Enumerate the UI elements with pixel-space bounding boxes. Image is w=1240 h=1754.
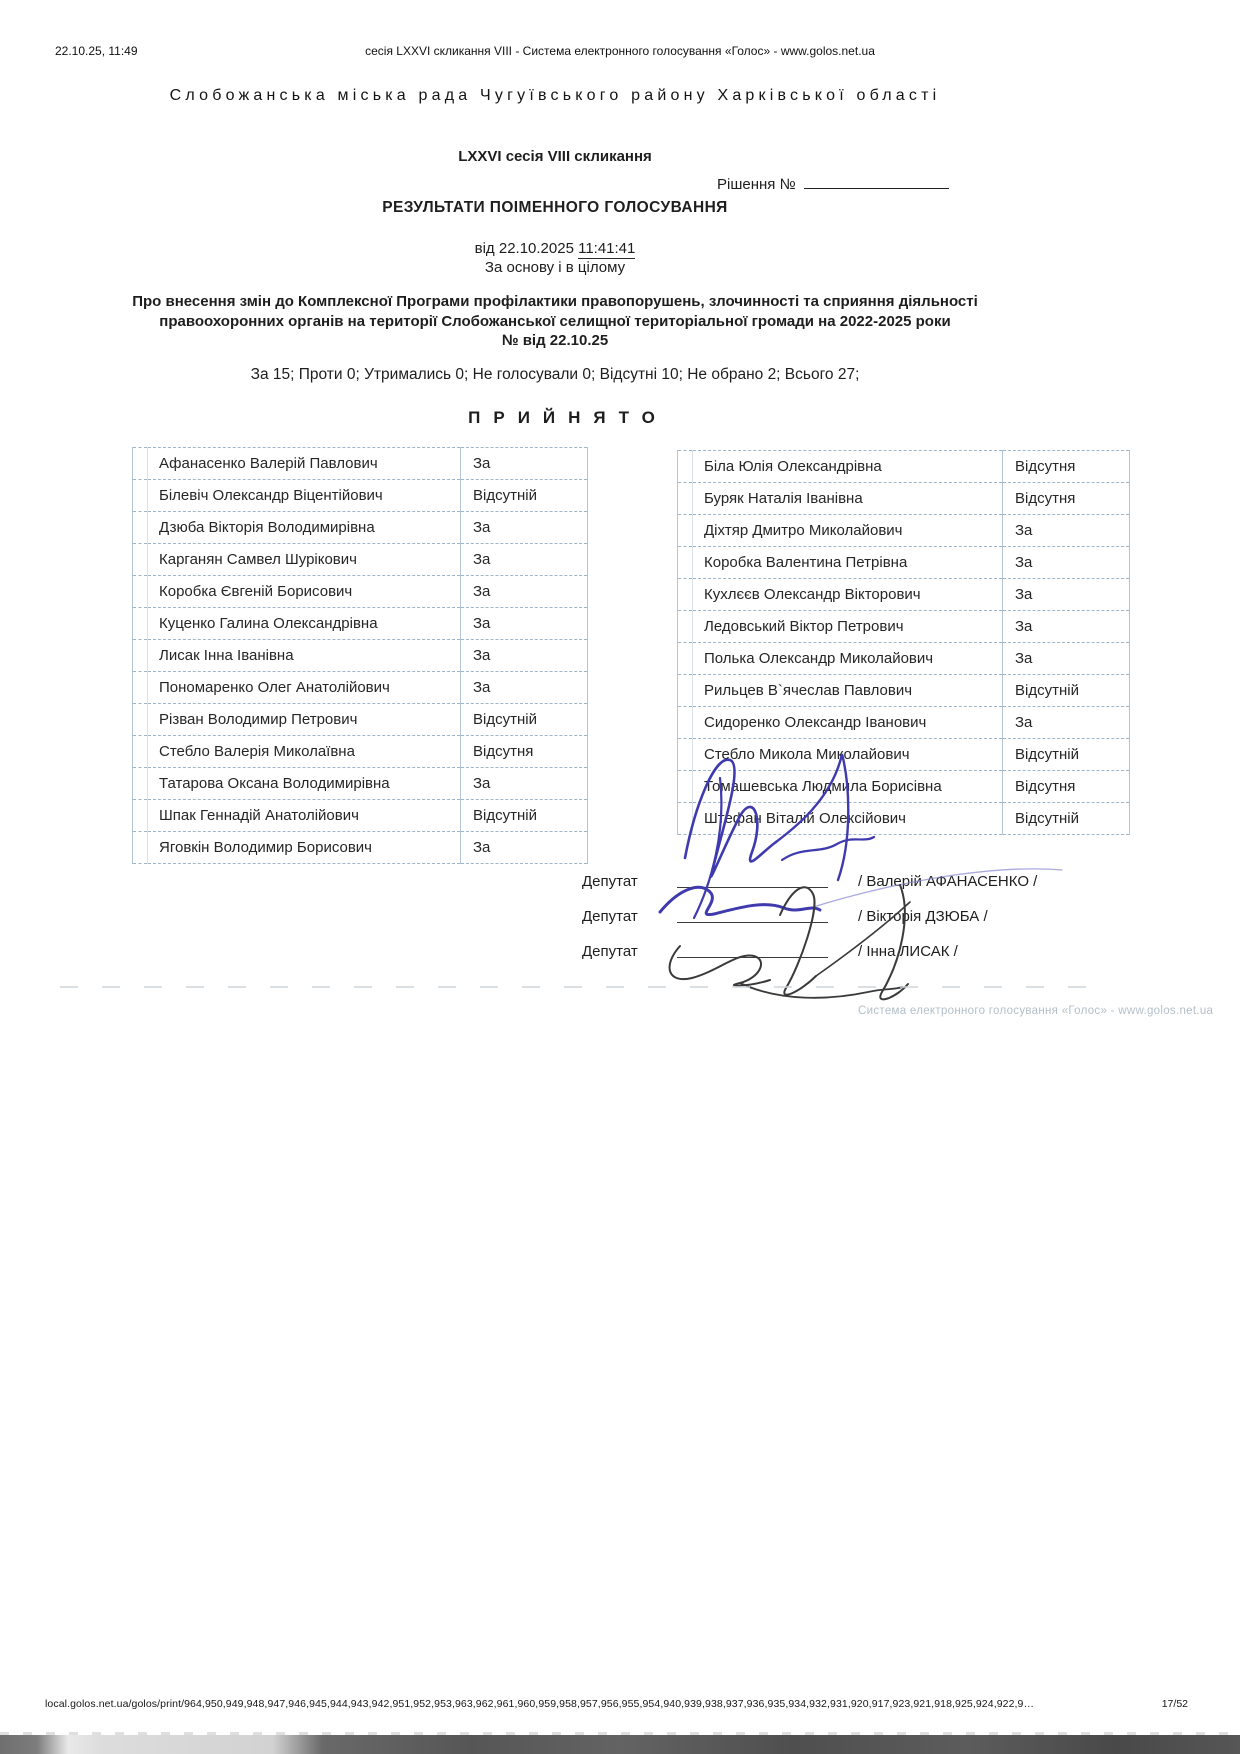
vote-value-cell: За [1003, 547, 1130, 579]
table-row [678, 579, 1130, 611]
decision-number-line [717, 174, 949, 193]
row-gutter-cell [133, 608, 148, 640]
deputy-name-cell: Біла Юлія Олександрівна [693, 451, 1003, 483]
table-row [133, 608, 588, 640]
row-gutter-cell [133, 832, 148, 864]
vote-value-cell: За [461, 576, 588, 608]
session-title: LXXVI сесія VIII скликання [458, 148, 652, 165]
row-gutter-cell [133, 640, 148, 672]
table-row [133, 448, 588, 480]
decision-blank-underline [804, 174, 949, 189]
row-gutter-cell [678, 803, 693, 835]
print-timestamp: 22.10.25, 11:49 [55, 44, 138, 58]
table-row [133, 576, 588, 608]
row-gutter-cell [133, 704, 148, 736]
table-row [133, 544, 588, 576]
deputy-name-cell: Білевіч Олександр Віцентійович [148, 480, 461, 512]
deputy-name-cell: Татарова Оксана Володимирівна [148, 768, 461, 800]
deputy-name-cell: Стебло Микола Миколайович [693, 739, 1003, 771]
table-row [133, 800, 588, 832]
table-row [133, 640, 588, 672]
table-row [133, 736, 588, 768]
vote-value-cell: За [461, 608, 588, 640]
row-gutter-cell [133, 480, 148, 512]
signature-row [582, 890, 1142, 925]
vote-value-cell: За [1003, 707, 1130, 739]
vote-date: від 22.10.2025 [474, 240, 574, 257]
vote-value-cell: Відсутній [1003, 739, 1130, 771]
signature-name: / Інна ЛИСАК / [858, 943, 958, 960]
row-gutter-cell [678, 707, 693, 739]
verdict-label: ПРИЙНЯТО [468, 408, 668, 427]
vote-value-cell: За [1003, 643, 1130, 675]
deputy-name-cell: Шпак Геннадій Анатолійович [148, 800, 461, 832]
deputy-name-cell: Коробка Євгеній Борисович [148, 576, 461, 608]
vote-table-left [132, 447, 588, 864]
vote-value-cell: За [461, 448, 588, 480]
vote-value-cell: За [461, 512, 588, 544]
vote-basis: За основу і в цілому [484, 259, 626, 276]
row-gutter-cell [133, 576, 148, 608]
row-gutter-cell [678, 771, 693, 803]
decision-subject [90, 292, 1020, 351]
table-row [678, 611, 1130, 643]
signature-row [582, 925, 1142, 960]
signature-role-label: Депутат [582, 873, 638, 890]
row-gutter-cell [678, 483, 693, 515]
deputy-name-cell: Куценко Галина Олександрівна [148, 608, 461, 640]
deputy-name-cell: Коробка Валентина Петрівна [693, 547, 1003, 579]
vote-table-right [677, 450, 1130, 835]
vote-value-cell: Відсутня [1003, 771, 1130, 803]
table-row [678, 771, 1130, 803]
table-row [678, 451, 1130, 483]
row-gutter-cell [678, 739, 693, 771]
scan-artifact-line [60, 986, 1105, 988]
deputy-name-cell: Рильцев В`ячеслав Павлович [693, 675, 1003, 707]
vote-value-cell: Відсутній [461, 480, 588, 512]
vote-value-cell: Відсутня [461, 736, 588, 768]
row-gutter-cell [133, 512, 148, 544]
table-row [133, 768, 588, 800]
deputy-name-cell: Яговкін Володимир Борисович [148, 832, 461, 864]
vote-value-cell: За [461, 640, 588, 672]
signature-name: / Валерій АФАНАСЕНКО / [858, 873, 1038, 890]
deputy-name-cell: Різван Володимир Петрович [148, 704, 461, 736]
deputy-name-cell: Ледовський Віктор Петрович [693, 611, 1003, 643]
row-gutter-cell [133, 544, 148, 576]
signature-role-label: Депутат [582, 908, 638, 925]
vote-value-cell: За [1003, 611, 1130, 643]
deputy-name-cell: Томашевська Людмила Борисівна [693, 771, 1003, 803]
table-row [678, 707, 1130, 739]
vote-value-cell: За [461, 672, 588, 704]
signature-name: / Вікторія ДЗЮБА / [858, 908, 988, 925]
vote-value-cell: За [461, 768, 588, 800]
table-row [678, 739, 1130, 771]
table-row [133, 480, 588, 512]
subject-title: Про внесення змін до Комплексної Програми профілактики правопорушень, злочинності та сприяння діяльності правоохоронних органів на території Слобожанської селищної територіальної громади на 2022-2025 роки [132, 293, 978, 330]
vote-time: 11:41:41 [578, 240, 636, 257]
row-gutter-cell [678, 675, 693, 707]
signature-underline [677, 921, 828, 923]
vote-value-cell: За [461, 544, 588, 576]
row-gutter-cell [678, 451, 693, 483]
table-row [678, 547, 1130, 579]
deputy-name-cell: Пономаренко Олег Анатолійович [148, 672, 461, 704]
signature-row [582, 855, 1142, 890]
row-gutter-cell [133, 448, 148, 480]
deputy-name-cell: Карганян Самвел Шурікович [148, 544, 461, 576]
scan-edge-bar [0, 1735, 1240, 1754]
deputy-name-cell: Полька Олександр Миколайович [693, 643, 1003, 675]
deputy-name-cell: Афанасенко Валерій Павлович [148, 448, 461, 480]
row-gutter-cell [678, 611, 693, 643]
table-row [133, 512, 588, 544]
deputy-name-cell: Буряк Наталія Іванівна [693, 483, 1003, 515]
vote-value-cell: Відсутній [1003, 803, 1130, 835]
system-watermark: Система електронного голосування «Голос» - www.golos.net.ua [858, 1005, 1214, 1017]
row-gutter-cell [678, 547, 693, 579]
decision-label: Рішення № [717, 176, 796, 193]
footer-page-indicator: 17/52 [1161, 1698, 1188, 1710]
deputy-name-cell: Дзюба Вікторія Володимирівна [148, 512, 461, 544]
vote-value-cell: Відсутня [1003, 451, 1130, 483]
row-gutter-cell [133, 768, 148, 800]
signature-underline [677, 956, 828, 958]
table-row [678, 483, 1130, 515]
vote-datetime [0, 240, 1110, 257]
row-gutter-cell [133, 736, 148, 768]
vote-value-cell: За [1003, 579, 1130, 611]
signature-underline [677, 886, 828, 888]
vote-value-cell: Відсутній [461, 800, 588, 832]
table-row [678, 515, 1130, 547]
table-row [133, 672, 588, 704]
table-row [678, 803, 1130, 835]
table-row [133, 832, 588, 864]
vote-summary: За 15; Проти 0; Утримались 0; Не голосували 0; Відсутні 10; Не обрано 2; Всього 27; [250, 366, 860, 383]
deputy-name-cell: Стебло Валерія Миколаївна [148, 736, 461, 768]
row-gutter-cell [678, 643, 693, 675]
deputy-name-cell: Сидоренко Олександр Іванович [693, 707, 1003, 739]
council-title: Слобожанська міська рада Чугуївського району Харківської області [169, 87, 941, 104]
signature-role-label: Депутат [582, 943, 638, 960]
vote-value-cell: Відсутній [1003, 675, 1130, 707]
row-gutter-cell [678, 579, 693, 611]
results-heading: РЕЗУЛЬТАТИ ПОІМЕННОГО ГОЛОСУВАННЯ [382, 199, 728, 216]
vote-value-cell: За [461, 832, 588, 864]
vote-value-cell: За [1003, 515, 1130, 547]
deputy-name-cell: Лисак Інна Іванівна [148, 640, 461, 672]
row-gutter-cell [678, 515, 693, 547]
footer-print-url: local.golos.net.ua/golos/print/964,950,949,948,947,946,945,944,943,942,951,952,953,963,962,961,960,959,958,957,956,955,954,940,939,938,937,936,935,934,932,931,920,917,923,921,918,925,924,922,9… [45, 1698, 1035, 1710]
table-row [678, 643, 1130, 675]
deputy-name-cell: Кухлєєв Олександр Вікторович [693, 579, 1003, 611]
row-gutter-cell [133, 672, 148, 704]
deputy-name-cell: Діхтяр Дмитро Миколайович [693, 515, 1003, 547]
table-row [678, 675, 1130, 707]
vote-value-cell: Відсутня [1003, 483, 1130, 515]
vote-value-cell: Відсутній [461, 704, 588, 736]
signature-block [582, 855, 1142, 960]
subject-number: № від 22.10.25 [501, 332, 609, 349]
row-gutter-cell [133, 800, 148, 832]
deputy-name-cell: Штефан Віталій Олексійович [693, 803, 1003, 835]
table-row [133, 704, 588, 736]
print-header-title: сесія LXXVI скликання VIII - Система електронного голосування «Голос» - www.golos.net.ua [365, 44, 875, 58]
